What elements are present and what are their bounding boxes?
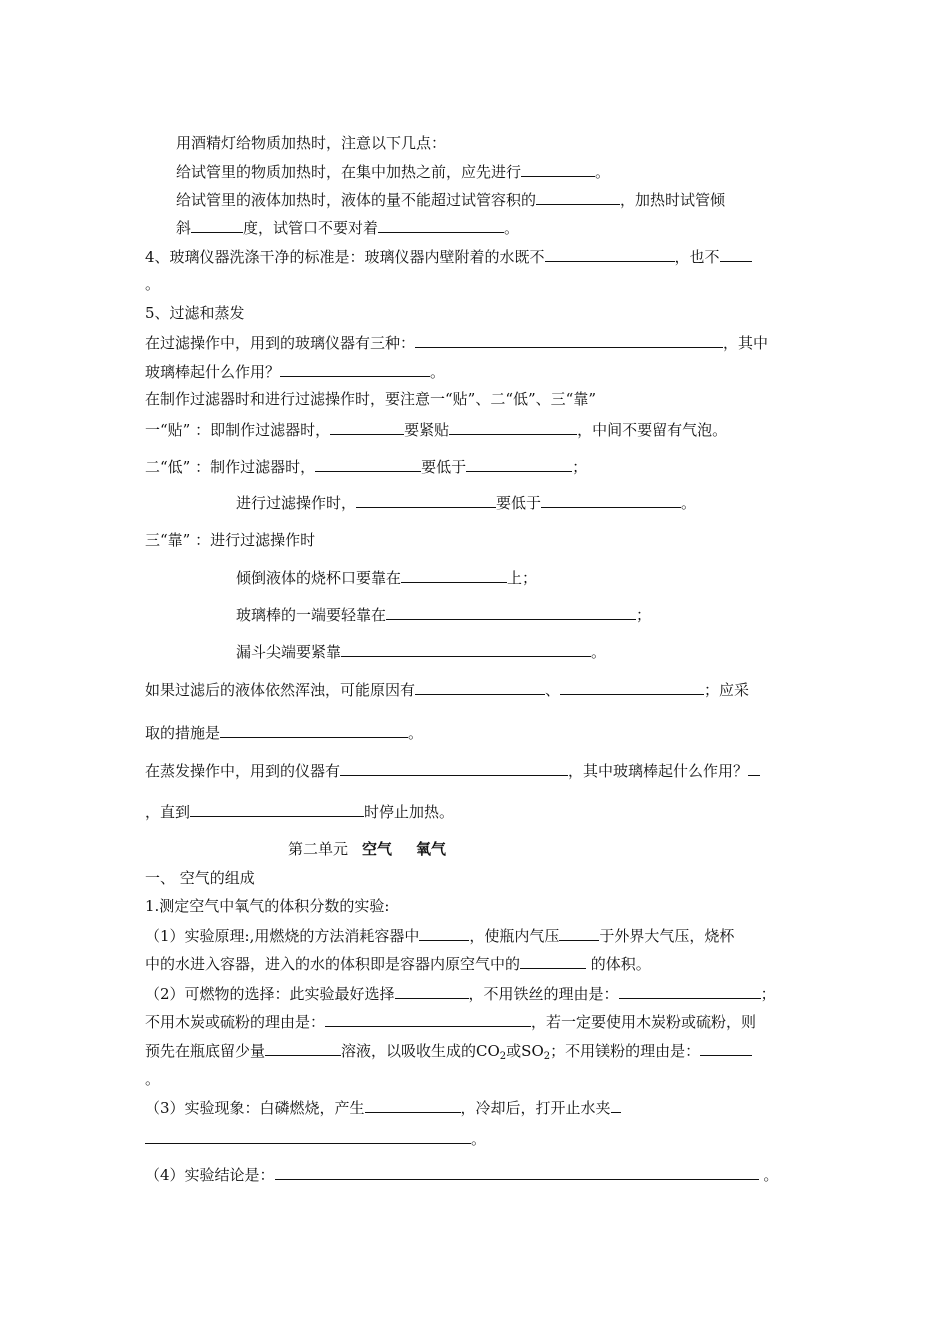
blank-field[interactable]	[419, 925, 469, 941]
blank-field[interactable]	[700, 1040, 752, 1056]
blank-field[interactable]	[541, 492, 681, 508]
rod-question: 玻璃棒起什么作用？ 。	[145, 363, 446, 381]
conclusion-line: （4）实验结论是： 。	[145, 1166, 779, 1184]
blank-field[interactable]	[401, 567, 507, 583]
blank-field[interactable]	[386, 604, 636, 620]
measure-question: 取的措施是 。	[145, 724, 424, 742]
section-air-composition: 一、 空气的组成	[145, 869, 255, 887]
blank-field[interactable]	[145, 1128, 471, 1144]
question-5-title: 5、过滤和蒸发	[145, 304, 245, 322]
blank-field[interactable]	[449, 419, 577, 435]
blank-field[interactable]	[611, 1097, 621, 1113]
combustible-line-2: 不用木炭或硫粉的理由是： ，若一定要使用木炭粉或硫粉，则	[145, 1013, 757, 1031]
blank-field[interactable]	[521, 161, 595, 177]
blank-field[interactable]	[559, 925, 599, 941]
blank-field[interactable]	[341, 641, 591, 657]
blank-field[interactable]	[325, 1011, 531, 1027]
blank-field[interactable]	[378, 217, 504, 233]
blank-field[interactable]	[340, 760, 568, 776]
principle-line-1: （1）实验原理:,用燃烧的方法消耗容器中 ，使瓶内气压 于外界大气压，烧杯	[145, 927, 735, 945]
question-4-end: 。	[145, 275, 161, 293]
blank-field[interactable]	[280, 361, 430, 377]
heat-line-2: 给试管里的液体加热时，液体的量不能超过试管容积的 ，加热时试管倾	[176, 191, 726, 209]
blank-field[interactable]	[619, 983, 761, 999]
blank-field[interactable]	[365, 1097, 461, 1113]
combustible-line-4: 。	[145, 1070, 161, 1088]
phenomenon-line-2: 。	[145, 1128, 486, 1149]
combustible-line-1: （2）可燃物的选择：此实验最好选择 ，不用铁丝的理由是： ；	[145, 985, 776, 1003]
heat-intro: 用酒精灯给物质加热时，注意以下几点：	[176, 134, 447, 152]
heat-line-3: 斜 度，试管口不要对着 。	[176, 219, 520, 237]
rule-low-1: 二“低” ：制作过滤器时， 要低于 ；	[145, 458, 588, 476]
blank-field[interactable]	[275, 1164, 759, 1180]
filter-note: 在制作过滤器时和进行过滤操作时，要注意一“贴”、二“低”、三“靠”	[145, 390, 597, 408]
blank-field[interactable]	[356, 492, 496, 508]
blank-field[interactable]	[191, 217, 243, 233]
phenomenon-line-1: （3）实验现象：白磷燃烧，产生 ，冷却后，打开止水夹	[145, 1097, 621, 1118]
unit-2-title: 第二单元 空气 氧气	[288, 840, 447, 858]
blank-field[interactable]	[315, 456, 421, 472]
evaporation-stop: ，直到 时停止加热。	[145, 803, 455, 821]
blank-field[interactable]	[265, 1040, 341, 1056]
blank-field[interactable]	[536, 189, 620, 205]
blank-field[interactable]	[560, 679, 704, 695]
principle-line-2: 中的水进入容器，进入的水的体积即是容器内原空气中的 的体积。	[145, 955, 651, 973]
turbid-question: 如果过滤后的液体依然浑浊，可能原因有 、 ；应采	[145, 681, 750, 699]
blank-field[interactable]	[466, 456, 572, 472]
blank-field[interactable]	[415, 332, 723, 348]
rule-kao: 三“靠” ：进行过滤操作时	[145, 531, 316, 549]
blank-field[interactable]	[395, 983, 469, 999]
rule-low-2: 进行过滤操作时， 要低于 。	[236, 494, 697, 512]
blank-field[interactable]	[720, 246, 752, 262]
question-4: 4、玻璃仪器洗涤干净的标准是：玻璃仪器内壁附着的水既不 ，也不	[145, 246, 752, 267]
blank-field[interactable]	[190, 801, 364, 817]
experiment-item-1: 1.测定空气中氧气的体积分数的实验:	[145, 897, 390, 915]
evaporation-question: 在蒸发操作中，用到的仪器有 ，其中玻璃棒起什么作用？	[145, 760, 760, 781]
combustible-line-3: 预先在瓶底留少量 溶液，以吸收生成的$CO_2$或$SO_2$；不用镁粉的理由是：	[145, 1040, 752, 1067]
rule-kao-3: 漏斗尖端要紧靠 。	[236, 643, 607, 661]
rule-tie: 一“贴” ：即制作过滤器时， 要紧贴 ，中间不要留有气泡。	[145, 421, 728, 439]
blank-field[interactable]	[415, 679, 545, 695]
blank-field[interactable]	[520, 953, 586, 969]
blank-field[interactable]	[220, 722, 408, 738]
blank-field[interactable]	[330, 419, 404, 435]
blank-field[interactable]	[545, 246, 675, 262]
filter-glassware: 在过滤操作中，用到的玻璃仪器有三种： ，其中	[145, 334, 769, 352]
blank-field[interactable]	[748, 760, 760, 776]
heat-line-1: 给试管里的物质加热时，在集中加热之前，应先进行 。	[176, 163, 611, 181]
rule-kao-2: 玻璃棒的一端要轻靠在 ；	[236, 606, 652, 624]
rule-kao-1: 倾倒液体的烧杯口要靠在 上；	[236, 569, 538, 587]
